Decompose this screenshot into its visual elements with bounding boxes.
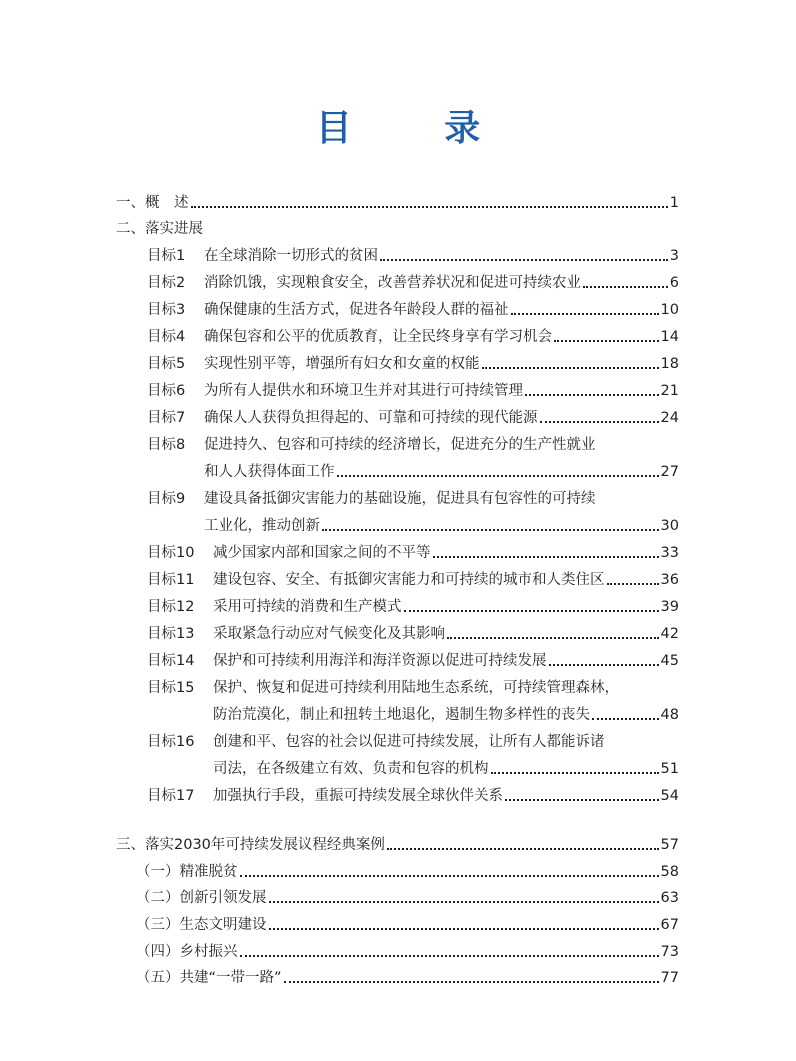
goal-text: 在全球消除一切形式的贫困 bbox=[204, 248, 378, 264]
toc-entry-cases[interactable] bbox=[116, 833, 679, 855]
toc-label: 一、概 述 bbox=[116, 195, 189, 211]
goal-label: 目标6 bbox=[147, 383, 186, 399]
leader-dots bbox=[525, 394, 659, 396]
toc-entry-goal-5[interactable] bbox=[147, 352, 679, 374]
leader-dots bbox=[482, 367, 659, 369]
toc-entry-goal-3[interactable] bbox=[147, 298, 679, 320]
toc-entry-goal-15-cont[interactable] bbox=[213, 703, 679, 725]
goal-label: 目标8 bbox=[147, 437, 186, 453]
toc-page: 54 bbox=[660, 788, 679, 804]
goal-label: 目标1 bbox=[147, 248, 186, 264]
toc-page: 48 bbox=[660, 707, 679, 723]
goal-label: 目标15 bbox=[147, 680, 195, 696]
leader-dots bbox=[433, 556, 659, 558]
toc-page: 6 bbox=[669, 275, 679, 291]
goal-text: 保护和可持续利用海洋和海洋资源以促进可持续发展 bbox=[213, 653, 547, 669]
leader-dots bbox=[269, 901, 659, 903]
toc-entry-goal-17[interactable] bbox=[147, 784, 679, 806]
goal-label: 目标4 bbox=[147, 329, 186, 345]
toc-entry-goal-10[interactable] bbox=[147, 541, 679, 563]
toc-page: 77 bbox=[660, 970, 679, 986]
goal-label: 目标17 bbox=[147, 788, 195, 804]
leader-dots bbox=[269, 928, 659, 930]
toc-entry-goal-9-cont[interactable] bbox=[204, 514, 679, 536]
toc-entry-goal-8[interactable] bbox=[147, 433, 679, 455]
toc-entry-goal-7[interactable] bbox=[147, 406, 679, 428]
case-label: （三）生态文明建设 bbox=[136, 917, 267, 933]
goal-text: 保护、恢复和促进可持续利用陆地生态系统，可持续管理森林， bbox=[213, 680, 619, 696]
leader-dots bbox=[337, 475, 659, 477]
toc-page: 36 bbox=[660, 572, 679, 588]
leader-dots bbox=[240, 875, 659, 877]
goal-label: 目标7 bbox=[147, 410, 186, 426]
goal-label: 目标3 bbox=[147, 302, 186, 318]
toc-entry-case-4[interactable] bbox=[136, 940, 679, 962]
goal-text: 确保健康的生活方式，促进各年龄段人群的福祉 bbox=[204, 302, 509, 318]
toc-entry-goal-12[interactable] bbox=[147, 595, 679, 617]
toc-page: 57 bbox=[660, 837, 679, 853]
goal-text: 为所有人提供水和环境卫生并对其进行可持续管理 bbox=[204, 383, 523, 399]
toc-page: 73 bbox=[660, 944, 679, 960]
goal-label: 目标14 bbox=[147, 653, 195, 669]
toc-page: 30 bbox=[660, 518, 679, 534]
leader-dots bbox=[240, 955, 659, 957]
goal-label: 目标9 bbox=[147, 491, 186, 507]
toc-page: 39 bbox=[660, 599, 679, 615]
toc-entry-goal-16-cont[interactable] bbox=[213, 757, 679, 779]
toc-page: 18 bbox=[660, 356, 679, 372]
case-label: （二）创新引领发展 bbox=[136, 890, 267, 906]
goal-label: 目标11 bbox=[147, 572, 195, 588]
leader-dots bbox=[191, 206, 668, 208]
goal-label: 目标10 bbox=[147, 545, 195, 561]
leader-dots bbox=[404, 610, 659, 612]
goal-text: 创建和平、包容的社会以促进可持续发展，让所有人都能诉诸 bbox=[213, 734, 605, 750]
leader-dots bbox=[380, 259, 668, 261]
goal-text: 建设具备抵御灾害能力的基础设施，促进具有包容性的可持续 bbox=[204, 491, 596, 507]
leader-dots bbox=[322, 529, 659, 531]
leader-dots bbox=[491, 772, 659, 774]
toc-page: 21 bbox=[660, 383, 679, 399]
leader-dots bbox=[554, 340, 659, 342]
toc-entry-goal-16[interactable] bbox=[147, 730, 679, 752]
goal-text: 实现性别平等，增强所有妇女和女童的权能 bbox=[204, 356, 480, 372]
toc-entry-overview[interactable] bbox=[116, 191, 679, 213]
toc-entry-goal-11[interactable] bbox=[147, 568, 679, 590]
toc-entry-goal-8-cont[interactable] bbox=[204, 460, 679, 482]
toc-entry-progress[interactable] bbox=[116, 217, 679, 239]
toc-page: 63 bbox=[660, 890, 679, 906]
toc-page: 42 bbox=[660, 626, 679, 642]
toc-entry-goal-13[interactable] bbox=[147, 622, 679, 644]
toc-entry-goal-14[interactable] bbox=[147, 649, 679, 671]
leader-dots bbox=[511, 313, 659, 315]
toc-page: 10 bbox=[660, 302, 679, 318]
toc-entry-goal-2[interactable] bbox=[147, 271, 679, 293]
toc-page: 58 bbox=[660, 864, 679, 880]
page-title: 目 录 bbox=[315, 108, 521, 149]
goal-text: 促进持久、包容和可持续的经济增长，促进充分的生产性就业 bbox=[204, 437, 596, 453]
goal-text: 采用可持续的消费和生产模式 bbox=[213, 599, 402, 615]
leader-dots bbox=[447, 637, 659, 639]
goal-text-continued: 工业化，推动创新 bbox=[204, 518, 320, 534]
toc-entry-goal-6[interactable] bbox=[147, 379, 679, 401]
toc-page: 33 bbox=[660, 545, 679, 561]
toc-entry-goal-9[interactable] bbox=[147, 487, 679, 509]
goal-label: 目标5 bbox=[147, 356, 186, 372]
goal-text: 建设包容、安全、有抵御灾害能力和可持续的城市和人类住区 bbox=[213, 572, 605, 588]
goal-label: 目标13 bbox=[147, 626, 195, 642]
leader-dots bbox=[505, 799, 659, 801]
toc-entry-case-1[interactable] bbox=[136, 860, 679, 882]
goal-text: 采取紧急行动应对气候变化及其影响 bbox=[213, 626, 445, 642]
leader-dots bbox=[607, 583, 659, 585]
toc-entry-case-2[interactable] bbox=[136, 886, 679, 908]
toc-entry-case-3[interactable] bbox=[136, 913, 679, 935]
goal-text-continued: 司法，在各级建立有效、负责和包容的机构 bbox=[213, 761, 489, 777]
toc-page: 1 bbox=[669, 195, 679, 211]
leader-dots bbox=[592, 718, 659, 720]
toc-entry-goal-1[interactable] bbox=[147, 244, 679, 266]
goal-text-continued: 和人人获得体面工作 bbox=[204, 464, 335, 480]
toc-page: 51 bbox=[660, 761, 679, 777]
toc-entry-case-5[interactable] bbox=[136, 966, 679, 988]
toc-label: 二、落实进展 bbox=[116, 221, 203, 237]
toc-entry-goal-4[interactable] bbox=[147, 325, 679, 347]
goal-text: 确保包容和公平的优质教育，让全民终身享有学习机会 bbox=[204, 329, 552, 345]
toc-page: 45 bbox=[660, 653, 679, 669]
goal-text-continued: 防治荒漠化，制止和扭转土地退化，遏制生物多样性的丧失 bbox=[213, 707, 590, 723]
leader-dots bbox=[583, 286, 668, 288]
goal-label: 目标2 bbox=[147, 275, 186, 291]
toc-page: 24 bbox=[660, 410, 679, 426]
toc-entry-goal-15[interactable] bbox=[147, 676, 679, 698]
goal-text: 确保人人获得负担得起的、可靠和可持续的现代能源 bbox=[204, 410, 538, 426]
leader-dots bbox=[284, 981, 659, 983]
toc-page: 3 bbox=[669, 248, 679, 264]
case-label: （一）精准脱贫 bbox=[136, 864, 238, 880]
leader-dots bbox=[549, 664, 659, 666]
leader-dots bbox=[387, 848, 659, 850]
toc-label: 三、落实2030年可持续发展议程经典案例 bbox=[116, 837, 385, 853]
goal-text: 减少国家内部和国家之间的不平等 bbox=[213, 545, 431, 561]
case-label: （四）乡村振兴 bbox=[136, 944, 238, 960]
goal-text: 加强执行手段，重振可持续发展全球伙伴关系 bbox=[213, 788, 503, 804]
leader-dots bbox=[540, 421, 659, 423]
goal-label: 目标16 bbox=[147, 734, 195, 750]
toc-page: 14 bbox=[660, 329, 679, 345]
case-label: （五）共建“一带一路” bbox=[136, 970, 282, 986]
goal-label: 目标12 bbox=[147, 599, 195, 615]
goal-text: 消除饥饿，实现粮食安全，改善营养状况和促进可持续农业 bbox=[204, 275, 581, 291]
toc-page: 27 bbox=[660, 464, 679, 480]
toc-page: 67 bbox=[660, 917, 679, 933]
